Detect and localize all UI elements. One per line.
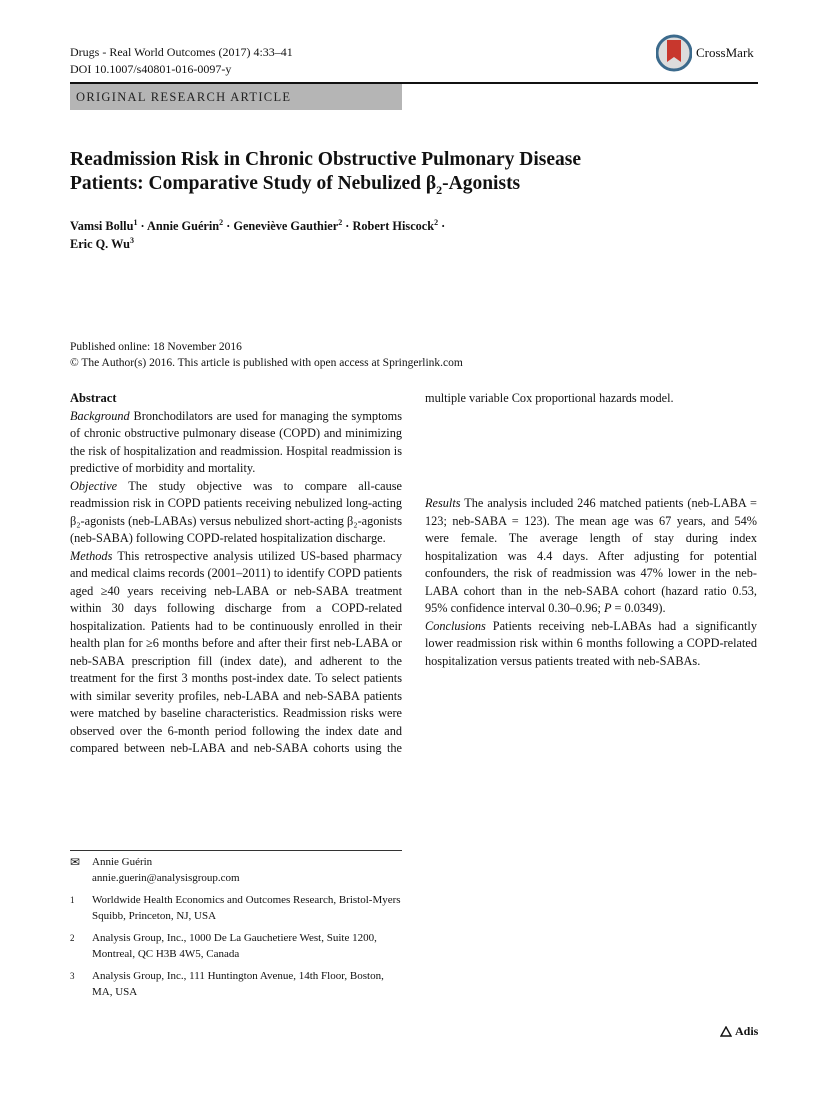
title-line-1: Readmission Risk in Chronic Obstructive Pulmonary Disease [70,149,581,170]
article-title [70,148,770,202]
envelope-icon: ✉ [70,855,81,869]
footnotes [70,855,402,1007]
publication-info [70,339,463,371]
abstract-results: Results The analysis included 246 matched patients (neb-LABA = 123; neb-SABA = 123). The mean age was 67 years, and 54% were female. The average length of stay during index hospitalization was 4.4 days. After adjusting for potential confounders, the risk of readmission was 47% lower in the neb-LABA cohort than in the neb-SABA cohort (hazard ratio 0.53, 95% confidence interval 0.30–0.96; P = 0.0349). [425,496,757,615]
abstract-objective: Objective The study objective was to compare all-cause readmission risk in COPD patients receiving nebulized long-acting β₂-agonists (neb-LABAs) versus nebulized short-acting β₂-agonists (neb-SABA) following COPD-related hospitalization discharge. [70,478,402,545]
abstract-right-column [425,390,757,670]
correspondence [70,855,402,886]
affiliation: 2 Analysis Group, Inc., 1000 De La Gauchetiere West, Suite 1200, Montreal, QC H3B 4W5, Canada [70,932,377,960]
title-text: -Agonists [442,173,521,194]
abstract-conclusions: Conclusions Patients receiving neb-LABAs had a significantly lower readmission risk within 6 months following a COPD-related hospitalization versus patients treated with neb-SABAs. [425,618,757,668]
copyright: © The Author(s) 2016. This article is published with open access at Springerlink.com [70,357,463,369]
author-list: Vamsi Bollu$^1$ · Annie Guérin$^2$ · Geneviève Gauthier$^2$ · Robert Hiscock$^2$ · Eric Q. Wu$^3$ [70,217,446,251]
author[interactable]: Vamsi Bollu$^1$ [70,217,138,233]
author[interactable]: Geneviève Gauthier$^2$ [233,217,343,233]
affiliation: 3 Analysis Group, Inc., 111 Huntington Avenue, 14th Floor, Boston, MA, USA [70,970,384,998]
title-subscript: 2 [436,182,443,197]
abstract-methods-continued: multiple variable Cox proportional hazards model. [425,391,674,405]
correspondence-email[interactable]: annie.guerin@analysisgroup.com [92,871,240,884]
correspondence-name: Annie Guérin [92,856,153,868]
publisher-name: Adis [735,1024,759,1038]
crossmark-icon [656,34,692,72]
adis-triangle-icon [720,1026,732,1037]
author[interactable]: Robert Hiscock$^2$ [352,217,439,233]
abstract-heading: Abstract [70,391,117,405]
title-text: Patients: Comparative Study of Nebulized β [70,173,437,194]
article-type-banner: ORIGINAL RESEARCH ARTICLE [70,84,402,110]
footnote-rule [70,850,402,851]
journal-name: Drugs - Real World Outcomes (2017) 4:33–41 [70,45,293,59]
author[interactable]: Annie Guérin$^2$ [147,217,224,233]
title-line-2 [70,172,770,202]
publisher-logo [720,1024,758,1039]
journal-citation [70,44,293,78]
doi[interactable]: DOI 10.1007/s40801-016-0097-y [70,62,232,76]
crossmark-label: CrossMark [696,45,754,60]
author[interactable]: Eric Q. Wu$^3$ [70,235,135,251]
affiliation: 1 Worldwide Health Economics and Outcomes Research, Bristol-Myers Squibb, Princeton, NJ, USA [70,894,401,922]
abstract-background: Background Bronchodilators are used for managing the symptoms of chronic obstructive pulmonary disease (COPD) and minimizing the risk of hospitalization and readmission. Hospital readmission is predictive of morbidity and mortality. [70,408,402,475]
published-date: Published online: 18 November 2016 [70,341,242,353]
abstract-methods: Methods This retrospective analysis utilized US-based pharmacy and medical claims records (2001–2011) to identify COPD patients aged ≥40 years receiving neb-LABA or neb-SABA treatment within 30 days following discharge from a COPD-related hospitalization. Patients had to be continuously enrolled in their health plan for ≥6 months before and after their first neb-LABA or neb-SABA prescription fill (index date), and adherent to the treatment for the first 3 months post-index date. To select patients with similar severity profiles, neb-LABA and neb-SABA patients were matched by baseline characteristics. Readmission risks were observed over the 6-month period following the index date and compared between neb-LABA and neb-SABA cohorts using the [70,548,402,755]
abstract-left-column [70,390,402,758]
crossmark-badge[interactable] [656,34,754,72]
